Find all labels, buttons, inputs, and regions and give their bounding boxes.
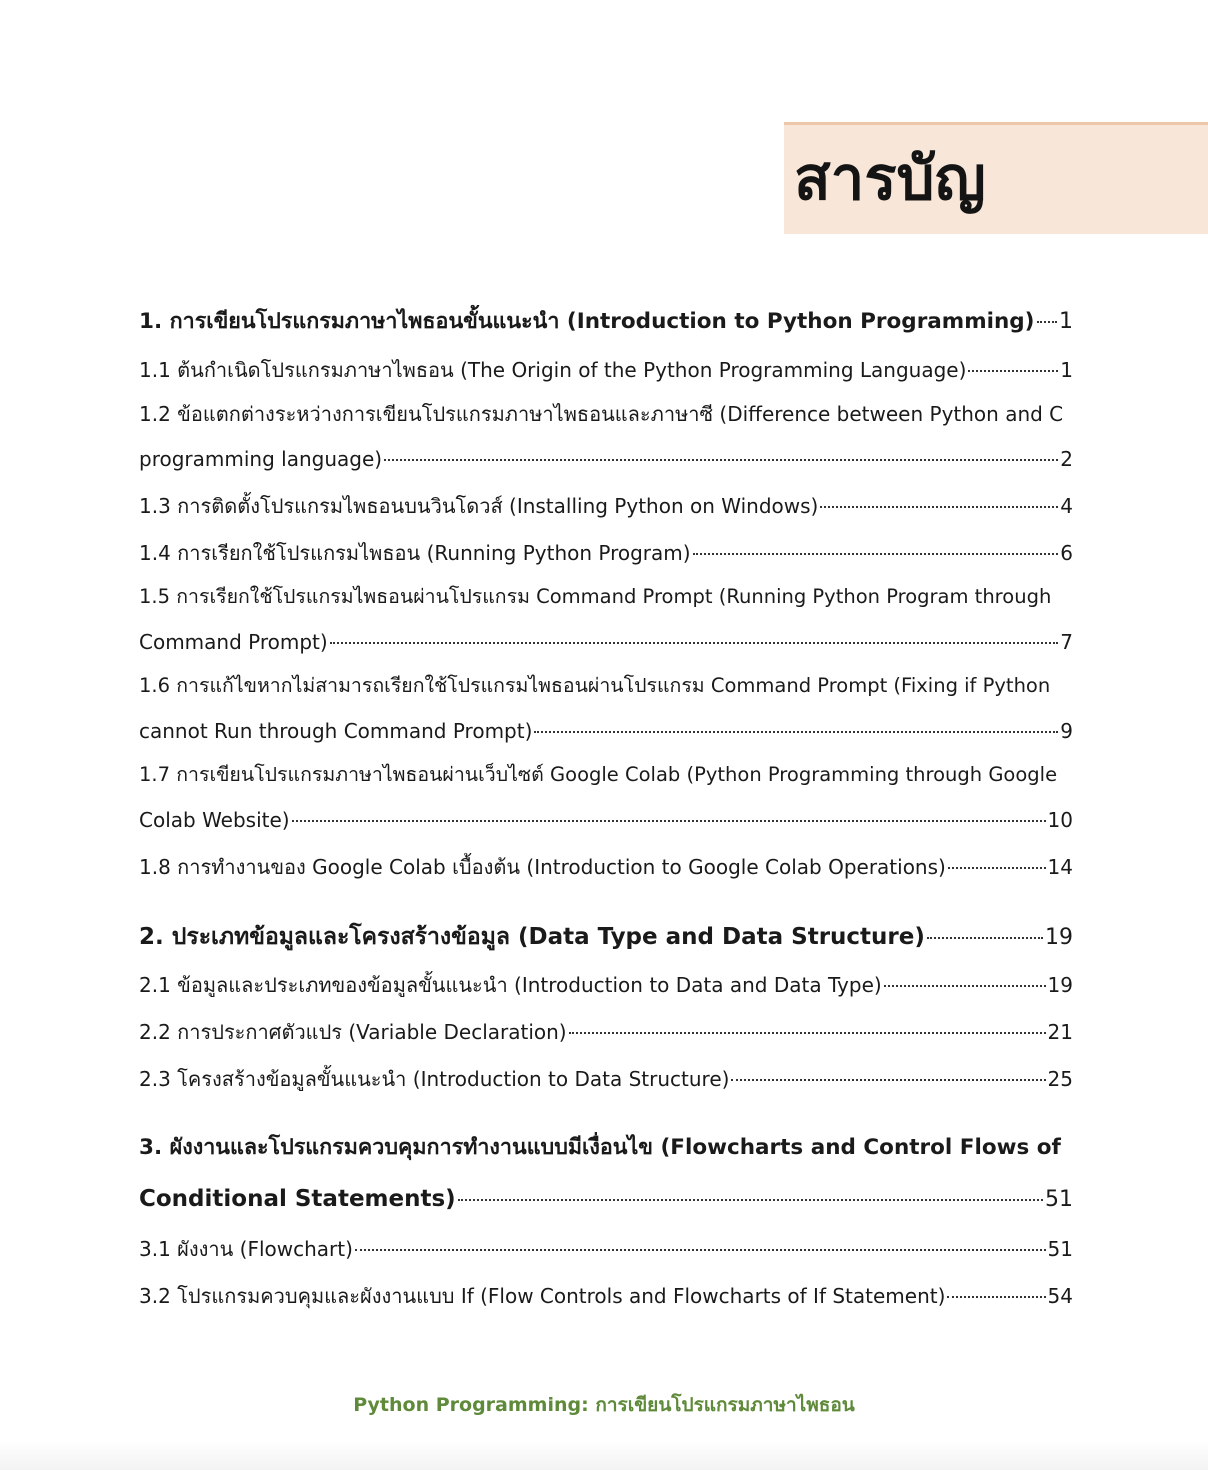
leader-dots [968,370,1058,372]
toc-section-2-3[interactable] [139,1065,1073,1093]
toc-chapter-3-line1[interactable]: 3. ผังงานและโปรแกรมควบคุมการทำงานแบบมีเงื่อนไข (Flowcharts and Control Flows of [139,1135,1061,1160]
toc-section-1-7[interactable] [139,806,1073,834]
toc-page-number: 1 [1059,309,1073,334]
toc-section-1-8[interactable] [139,853,1073,881]
leader-dots [1037,321,1057,323]
toc-page-number: 51 [1047,1237,1073,1261]
toc-section-1-2[interactable] [139,445,1073,473]
toc-section-1-7-line1[interactable]: 1.7 การเขียนโปรแกรมภาษาไพธอนผ่านเว็บไซต์ Google Colab (Python Programming through Google [139,763,1058,786]
toc-label: cannot Run through Command Prompt) [139,719,533,743]
toc-page-number: 7 [1060,630,1073,654]
toc-label: Command Prompt) [139,630,328,654]
leader-dots [947,1296,1045,1298]
title-banner [784,122,1208,234]
toc-label: 2. ประเภทข้อมูลและโครงสร้างข้อมูล (Data Type and Data Structure) [139,924,925,950]
toc-chapter-2[interactable] [139,921,1073,954]
leader-dots [330,642,1059,644]
toc-page-number: 4 [1060,494,1073,518]
toc-label: 2.2 การประกาศตัวแปร (Variable Declaration) [139,1020,567,1044]
leader-dots [384,459,1058,461]
toc-section-3-2[interactable] [139,1282,1073,1310]
leader-dots [731,1079,1045,1081]
toc-label: Colab Website) [139,808,290,832]
page-title: สารบัญ [794,144,986,214]
leader-dots [948,867,1046,869]
toc-section-1-3[interactable] [139,492,1073,520]
toc-page-number: 14 [1047,855,1073,879]
toc-section-1-6[interactable] [139,717,1073,745]
page-bottom-shade [0,1440,1208,1470]
leader-dots [458,1199,1043,1201]
toc-page-number: 25 [1047,1067,1073,1091]
toc-label: 1.8 การทำงานของ Google Colab เบื้องต้น (Introduction to Google Colab Operations) [139,855,946,879]
toc-page-number: 6 [1060,541,1073,565]
toc-label: 1. การเขียนโปรแกรมภาษาไพธอนขั้นแนะนำ (Introduction to Python Programming) [139,309,1035,334]
toc-page-number: 10 [1047,808,1073,832]
toc-section-2-1[interactable] [139,971,1073,999]
toc-label: 1.4 การเรียกใช้โปรแกรมไพธอน (Running Python Program) [139,541,691,565]
toc-page-number: 19 [1047,973,1073,997]
toc-page-number: 9 [1060,719,1073,743]
toc-section-1-1[interactable] [139,356,1073,384]
page-footer: Python Programming: การเขียนโปรแกรมภาษาไพธอน [353,1394,855,1416]
toc-section-1-5-line1[interactable]: 1.5 การเรียกใช้โปรแกรมไพธอนผ่านโปรแกรม Command Prompt (Running Python Program through [139,585,1052,608]
toc-page-number: 2 [1060,447,1073,471]
toc-section-1-6-line1[interactable]: 1.6 การแก้ไขหากไม่สามารถเรียกใช้โปรแกรมไพธอนผ่านโปรแกรม Command Prompt (Fixing if Python [139,674,1051,697]
leader-dots [292,820,1046,822]
leader-dots [820,506,1058,508]
leader-dots [927,937,1043,939]
toc-label: 1.3 การติดตั้งโปรแกรมไพธอนบนวินโดวส์ (Installing Python on Windows) [139,494,819,518]
leader-dots [355,1249,1046,1251]
toc-section-1-2-line1[interactable]: 1.2 ข้อแตกต่างระหว่างการเขียนโปรแกรมภาษาไพธอนและภาษาซี (Difference between Python and C [139,402,1064,426]
toc-label: 1.1 ต้นกำเนิดโปรแกรมภาษาไพธอน (The Origin of the Python Programming Language) [139,358,967,382]
toc-label: 3.2 โปรแกรมควบคุมและผังงานแบบ If (Flow Controls and Flowcharts of If Statement) [139,1284,946,1308]
leader-dots [693,553,1059,555]
leader-dots [569,1032,1046,1034]
toc-page-number: 21 [1047,1020,1073,1044]
toc-label: 2.1 ข้อมูลและประเภทของข้อมูลขั้นแนะนำ (Introduction to Data and Data Type) [139,973,882,997]
toc-section-2-2[interactable] [139,1018,1073,1046]
toc-label: 3.1 ผังงาน (Flowchart) [139,1237,353,1261]
toc-page-number: 1 [1060,358,1073,382]
toc-section-1-4[interactable] [139,539,1073,567]
toc-chapter-3[interactable] [139,1183,1073,1216]
toc-label: programming language) [139,447,383,471]
toc-label: Conditional Statements) [139,1186,456,1212]
leader-dots [534,731,1058,733]
toc-page-number: 19 [1045,925,1073,950]
toc-section-1-5[interactable] [139,628,1073,656]
toc-page-number: 54 [1047,1284,1073,1308]
leader-dots [884,985,1046,987]
toc-section-3-1[interactable] [139,1235,1073,1263]
toc-chapter-1[interactable] [139,306,1073,338]
toc-label: 2.3 โครงสร้างข้อมูลขั้นแนะนำ (Introduction to Data Structure) [139,1067,730,1091]
toc-page-number: 51 [1045,1187,1073,1212]
